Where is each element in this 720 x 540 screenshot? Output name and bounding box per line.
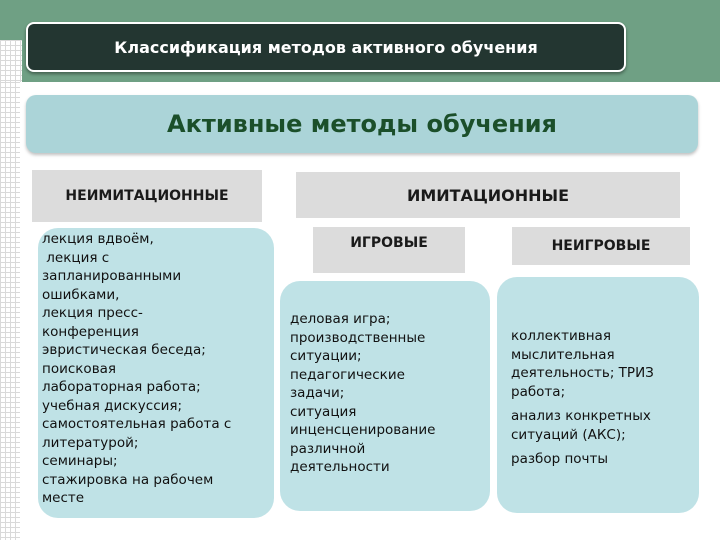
method-item: производственные bbox=[290, 329, 426, 346]
method-item: лекция с bbox=[42, 249, 110, 266]
game-methods-panel bbox=[280, 281, 490, 511]
method-item: деловая игра; bbox=[290, 311, 391, 327]
method-item: семинары; bbox=[42, 453, 118, 469]
method-item: задачи; bbox=[290, 385, 345, 401]
method-item: деятельность; ТРИЗ bbox=[511, 365, 654, 381]
method-item: стажировка на рабочем bbox=[42, 471, 214, 488]
method-item: деятельности bbox=[290, 459, 390, 475]
non-imitation-methods-panel bbox=[38, 228, 274, 518]
method-item: ситуаций (АКС); bbox=[511, 426, 626, 443]
game-header: ИГРОВЫЕ bbox=[313, 227, 465, 273]
main-heading: Активные методы обучения bbox=[26, 95, 698, 153]
method-item: учебная дискуссия; bbox=[42, 397, 183, 414]
method-item: лабораторная работа; bbox=[42, 379, 201, 395]
slide-title: Классификация методов активного обучения bbox=[26, 22, 626, 72]
method-item: ошибками, bbox=[42, 286, 120, 303]
method-item: ситуация bbox=[290, 403, 357, 420]
method-item: коллективная bbox=[511, 328, 611, 344]
method-item: различной bbox=[290, 440, 366, 457]
grid-decoration-top bbox=[0, 40, 22, 82]
method-item: инценсценирование bbox=[290, 422, 436, 438]
method-item: мыслительная bbox=[511, 346, 615, 363]
imitation-header: ИМИТАЦИОННЫЕ bbox=[296, 172, 680, 218]
method-item: эвристическая беседа; bbox=[42, 342, 206, 358]
method-item: ситуации; bbox=[290, 348, 362, 364]
method-item: литературой; bbox=[42, 434, 139, 451]
method-item: месте bbox=[42, 490, 85, 506]
method-item: разбор почты bbox=[511, 451, 609, 467]
non-game-header: НЕИГРОВЫЕ bbox=[512, 227, 690, 265]
non-imitation-header: НЕИМИТАЦИОННЫЕ bbox=[32, 170, 262, 222]
method-item: лекция пресс- bbox=[42, 305, 143, 321]
method-item: самостоятельная работа с bbox=[42, 416, 232, 432]
method-item: конференция bbox=[42, 323, 139, 340]
method-item: педагогические bbox=[290, 366, 405, 383]
method-item: лекция вдвоём, bbox=[42, 231, 154, 247]
method-item: запланированными bbox=[42, 268, 182, 284]
method-item: поисковая bbox=[42, 360, 117, 377]
method-item: работа; bbox=[511, 383, 566, 400]
grid-decoration-side bbox=[0, 82, 20, 540]
method-item: анализ конкретных bbox=[511, 408, 651, 424]
non-game-methods-panel bbox=[497, 277, 699, 513]
